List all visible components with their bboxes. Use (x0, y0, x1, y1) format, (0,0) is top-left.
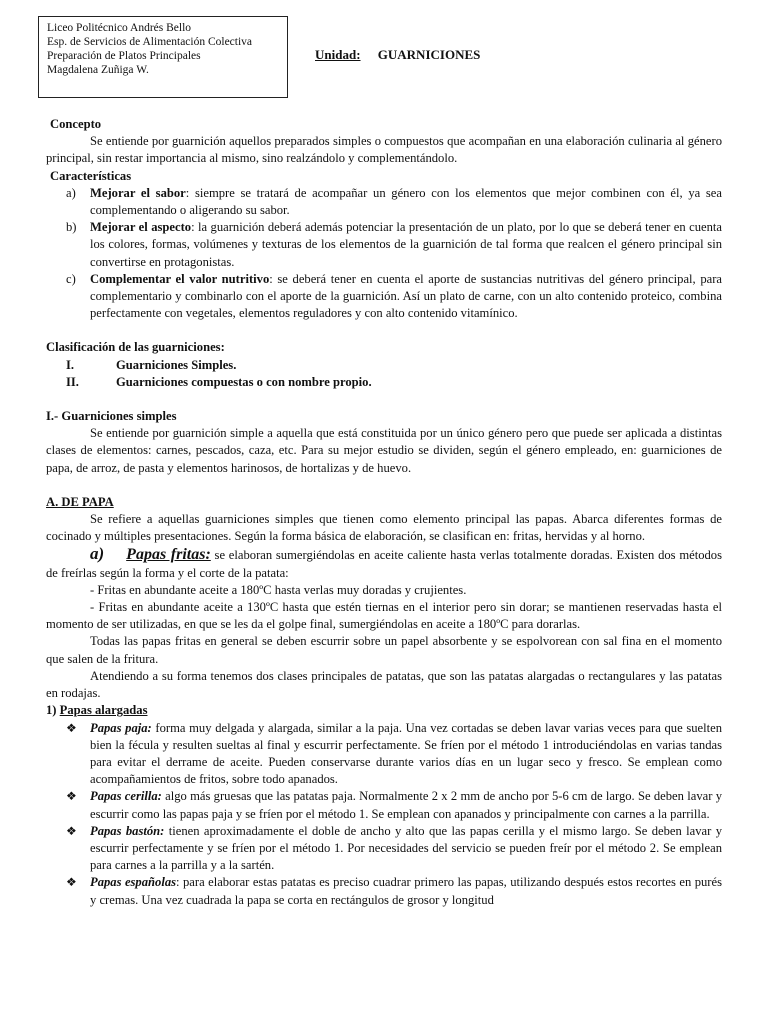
escurrir-text: Todas las papas fritas en general se deben escurrir sobre un papel absorbente y se espolvorean con sal fina en el momento que salen de la fritura. (46, 634, 722, 666)
list-marker: I. (66, 357, 75, 372)
list-item (46, 823, 722, 875)
item-title: Complementar el valor nutritivo (90, 271, 270, 286)
header-line-specialty: Esp. de Servicios de Alimentación Colectiva (47, 36, 253, 48)
list-item (46, 720, 722, 789)
item-text: tienen aproximadamente el doble de ancho y alto que las papas cerilla y el mismo largo. Se deben lavar y escurrir perfectamente y se fríen por el método 1. Por necesidades del servicio se pueden freír por el método 2. Se emplean para carnes a la parrilla y a la sartén. (90, 823, 722, 873)
simples-text: Se entiende por guarnición simple a aquella que está constituida por un único género pero que puede ser aplicada a distintas clases de elementos: carnes, pescados, caza, etc. Para su mejor estudio se dividen, según el género empleado, en: guarniciones de papa, de arroz, de pasta y elementos harinosos, de hortalizas y de huevo. (46, 426, 722, 475)
item-title: Papas bastón: (90, 823, 165, 838)
alargadas-heading (46, 702, 722, 719)
alargadas-title: Papas alargadas (59, 703, 148, 718)
method-1: - Fritas en abundante aceite a 180ºC hasta verlas muy doradas y crujientes. (90, 582, 467, 597)
item-text: forma muy delgada y alargada, similar a la paja. Una vez cortadas se deben lavar varias veces para que suelten bien la fécula y resulten sueltas al final y escurrir perfectamente. Se fríen por el método 1 introduciéndolas en varias tandas para evitar el derrame de aceite. Pueden conservarse durante varios días en un lugar seco y fresco. Se emplean como acompañamientos de fritos, sobre todo apanados. (90, 720, 722, 787)
item-title: Papas paja: (90, 720, 152, 735)
header-line-school: Liceo Politécnico Andrés Bello (47, 22, 192, 34)
list-item (46, 357, 722, 374)
item-text: Guarniciones Simples. (116, 357, 237, 372)
header-line-author: Magdalena Zuñiga W. (47, 64, 149, 76)
item-title: Mejorar el aspecto (90, 220, 192, 235)
clasificacion-heading: Clasificación de las guarniciones: (46, 340, 225, 355)
item-text: : se deberá tener en cuenta el aporte de sustancias nutritivas del género principal, para complementario y combinarlo con el aporte de la guarnición. Así un plato de carne, con un alto contenido proteico, combina perfectamente con vegetales, elementos reguladores y con alto contenido vitamínico. (90, 271, 722, 321)
header-box (38, 16, 288, 98)
item-title: Papas españolas (90, 875, 177, 890)
item-text: Guarniciones compuestas o con nombre propio. (116, 374, 372, 389)
diamond-bullet-icon: ❖ (66, 875, 77, 890)
papas-fritas-text: se elaboran sumergiéndolas en aceite caliente hasta verlas totalmente doradas. Existen dos métodos de freírlas según la forma y el corte de la patata: (46, 548, 723, 580)
list-item (46, 874, 722, 908)
list-item (46, 219, 722, 271)
simples-heading: I.- Guarniciones simples (46, 409, 177, 424)
header-line-course: Preparación de Platos Principales (47, 50, 201, 62)
method-2: - Fritas en abundante aceite a 130ºC hasta que estén tiernas en el interior pero sin dorar; se mantienen reservadas hasta el momento de ser utilizadas, en que se les da el golpe final, sumergiéndolas en aceite a 180ºC para dorarlas. (46, 600, 722, 632)
diamond-bullet-icon: ❖ (66, 823, 77, 838)
diamond-bullet-icon: ❖ (66, 789, 77, 804)
list-item (46, 185, 722, 219)
item-text: algo más gruesas que las patatas paja. Normalmente 2 x 2 mm de ancho por 5-6 cm de largo. Se deben lavar y escurrir como las papas paja y se fríen por el método 1. Se emplean con apanados y principalmente con carnes a la parrilla. (90, 789, 722, 821)
papa-heading: A. DE PAPA (46, 494, 114, 509)
item-text: : siempre se tratará de acompañar un género con los elementos que mejor combinen con él, ya sea complementando o aligerando su sabor. (90, 185, 722, 218)
list-marker: b) (66, 220, 77, 235)
caracteristicas-heading: Características (50, 168, 132, 183)
item-title: Mejorar el sabor (90, 185, 186, 200)
diamond-bullet-icon: ❖ (66, 720, 77, 735)
list-marker: c) (66, 271, 76, 286)
clasificacion-list (46, 357, 722, 391)
papa-intro: Se refiere a aquellas guarniciones simples que tienen como elemento principal las papas. Abarca diferentes formas de cocinado y múltiples presentaciones. Según la forma básica de elaboración, se clasifican en: fritas, hervidas y al horno. (46, 512, 722, 544)
list-marker: II. (66, 374, 79, 389)
list-marker: a) (66, 185, 76, 200)
document-body (46, 116, 722, 909)
alargadas-list (46, 720, 722, 909)
item-text: : para elaborar estas patatas es preciso cuadrar primero las papas, utilizando después estos recortes en purés y cremas. Una vez cuadrada la papa se corta en rectángulos de grosor y longitud (90, 875, 722, 907)
concepto-heading: Concepto (50, 117, 102, 131)
papas-fritas-paragraph (46, 545, 722, 581)
unit-title (315, 47, 480, 63)
papas-fritas-marker: a) (90, 544, 105, 564)
item-text: : la guarnición deberá además potenciar la presentación de un plato, por lo que se deberá tener en cuenta los colores, formas, volúmenes y texturas de los elementos de la guarnición de tal forma que realcen el género principal sin convertirse en protagonistas. (90, 220, 722, 269)
list-item (46, 374, 722, 391)
caracteristicas-list (46, 185, 722, 323)
concepto-text: Se entiende por guarnición aquellos preparados simples o compuestos que acompañan en una elaboración culinaria al género principal, sin restar importancia al mismo, sino realzándolo y complementándolo. (46, 134, 722, 166)
item-title: Papas cerilla: (90, 789, 162, 804)
list-item (46, 271, 722, 323)
list-item (46, 788, 722, 822)
unit-label: Unidad: (315, 47, 361, 62)
forma-text: Atendiendo a su forma tenemos dos clases principales de patatas, que son las patatas alargadas o rectangulares y las patatas en rodajas. (46, 668, 722, 701)
unit-value: GUARNICIONES (377, 47, 481, 62)
papas-fritas-title: Papas fritas: (126, 546, 211, 564)
alargadas-number: 1) (46, 703, 57, 718)
